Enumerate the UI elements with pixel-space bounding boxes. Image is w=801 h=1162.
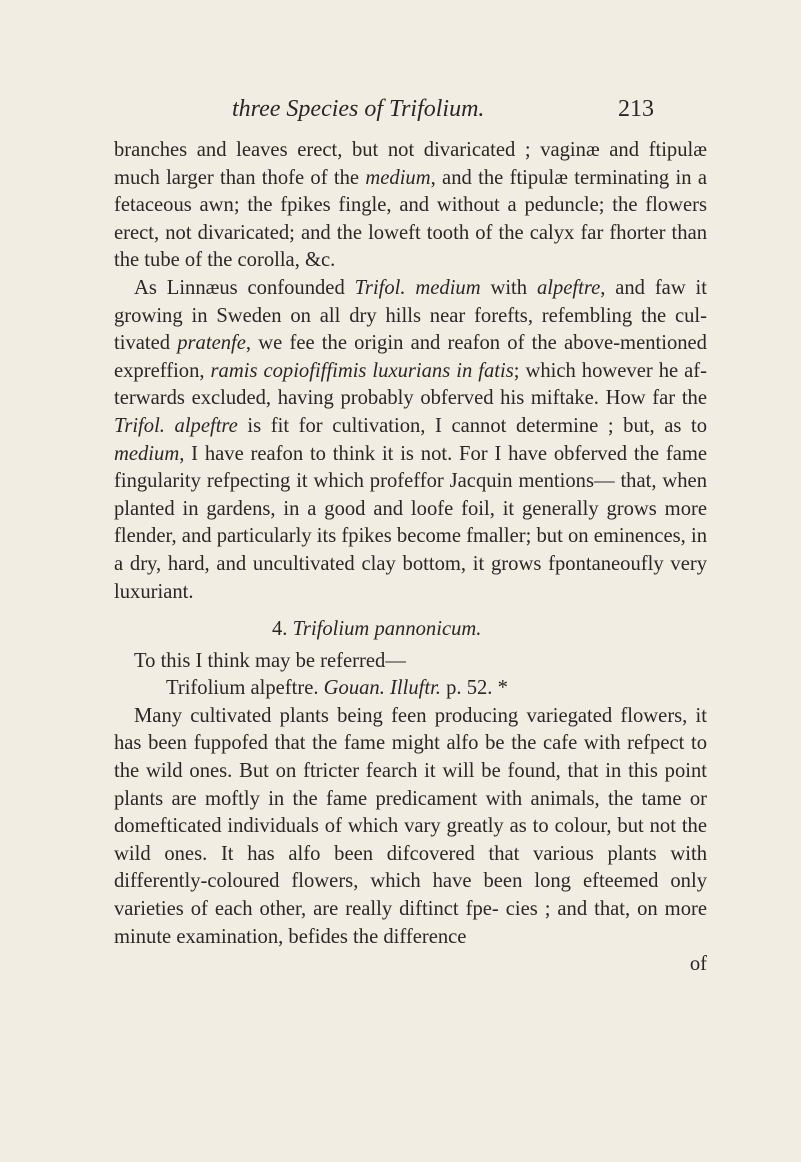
text-run: , we fee the origin and reafon of the above-mentioned expreffion, <box>114 332 707 382</box>
text-run: As Linnæus confounded <box>134 276 355 299</box>
italic-term: pratenfe <box>177 332 246 355</box>
italic-term: alpeftre <box>536 276 601 299</box>
text-run: ; which however he af- terwards excluded, having probably obferved his miftake. How far the <box>114 359 707 410</box>
paragraph-variegated: Many cultivated plants being feen producing variegated flowers, it has been fuppofed that the fame might alfo be the cafe with refpect to the wild ones. But on ftricter fearch it will be found, that in this point plants are moftly in the fame predicament with animals, the tame or domefticated individuals of which vary greatly as to colour, but not the wild ones. It has alfo been difcovered that various plants with differently-coloured flowers, which have been long efteemed only varieties of each other, are really diftinct fpe- cies ; and that, on more minute examination, befides the difference <box>114 704 707 948</box>
text-run: p. 52. * <box>440 677 508 700</box>
reference-citation <box>114 675 707 703</box>
text-run: in a fetaceous awn; the fpikes fingle, and without a peduncle; <box>114 166 708 217</box>
page-number: 213 <box>618 96 654 122</box>
text-run: branches and leaves erect, but not divaricated ; vaginæ and ftipulæ <box>114 139 707 161</box>
italic-term: ramis copiofiffimis luxurians in fatis <box>210 359 514 382</box>
italic-term: Trifol. alpeftre <box>114 414 238 437</box>
italic-term: Trifol. medium <box>354 276 481 299</box>
text-run: the flowers erect, not divaricated; and the loweft tooth of the calyx <box>114 194 707 244</box>
text-run: , and faw it growing in Sweden on all dry hills near forefts, refembling the cul- tivated <box>114 276 707 355</box>
text-run: with <box>480 276 537 299</box>
running-head: three Species of Trifolium. <box>232 96 485 122</box>
italic-term: Gouan. Illuftr. <box>323 677 441 700</box>
paragraph-continued <box>114 137 707 275</box>
section-title: Trifolium pannonicum. <box>292 618 482 641</box>
italic-term: medium <box>114 442 180 465</box>
text-run: is fit for cultivation, I cannot determine ; but, as to <box>237 414 707 437</box>
page-header <box>0 96 801 126</box>
catchword: of <box>689 953 707 976</box>
text-run: far fhorter than the tube of the corolla, &c. <box>114 221 708 272</box>
section-number: 4. <box>272 618 288 641</box>
body-text <box>114 137 707 979</box>
text-run: Trifolium alpeftre. <box>166 677 324 700</box>
text-run: , I have reafon to think it is not. For I have obferved the fame fingularity refpecting it which profeffor Jacquin mentions— that, when planted in gardens, in a good and loofe foil, it generally grows more flender, and particularly its fpikes become fmaller; but on eminences, in a dry, hard, and uncultivated clay bottom, it grows fpontaneoufly very luxuriant. <box>114 442 707 603</box>
text-run: , and the ftipulæ terminating <box>430 166 670 189</box>
text-run: much larger than thofe of the <box>114 166 366 189</box>
reference-intro: To this I think may be referred— <box>134 649 406 672</box>
italic-term: medium <box>365 166 431 189</box>
paragraph-linnaeus <box>114 275 707 606</box>
section-heading <box>114 616 707 644</box>
